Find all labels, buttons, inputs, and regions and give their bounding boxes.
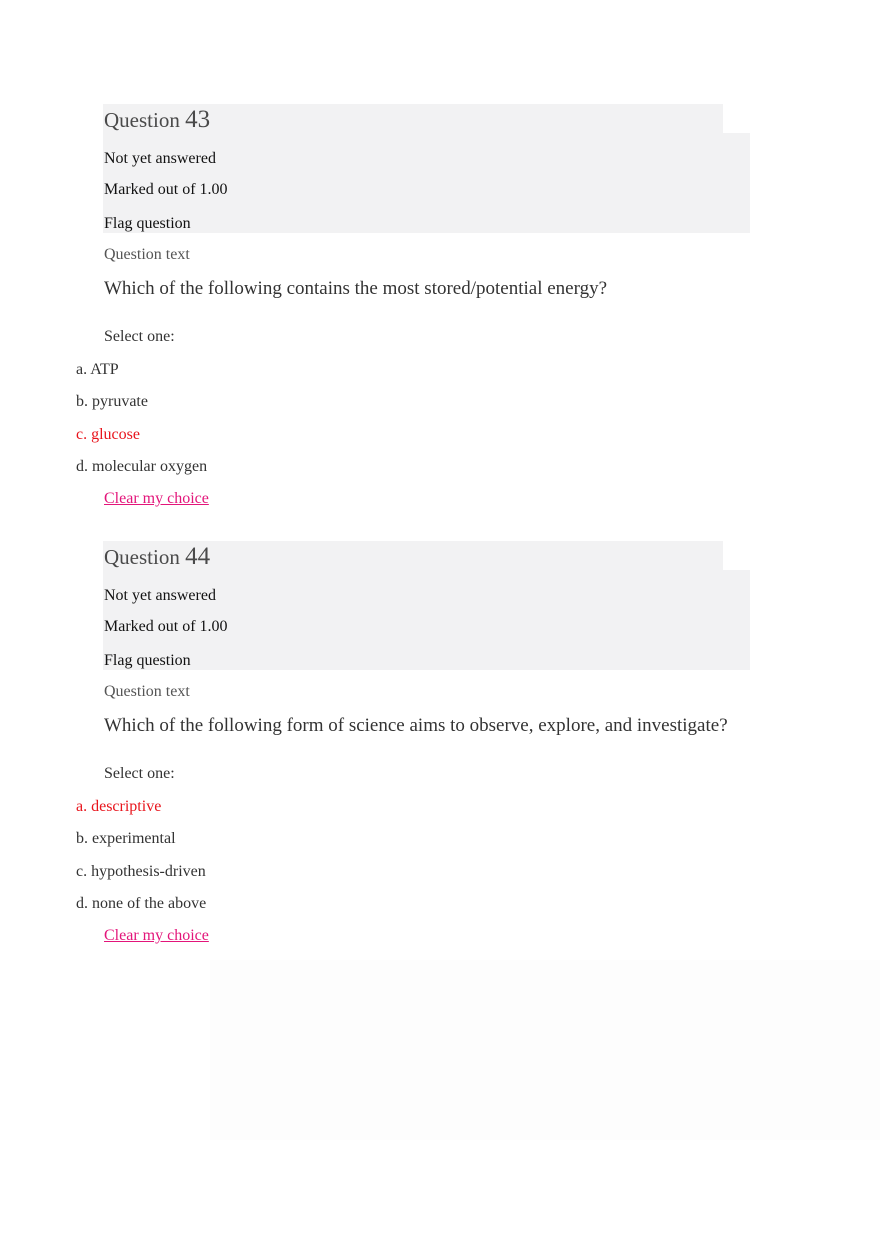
- answer-option[interactable]: d. none of the above: [76, 895, 207, 912]
- question-marks: Marked out of 1.00: [104, 618, 228, 635]
- question-44: [0, 541, 880, 961]
- question-title: [104, 106, 210, 134]
- question-43: [0, 104, 880, 524]
- question-text-label: Question text: [104, 246, 190, 263]
- background-panel: [210, 960, 880, 1140]
- select-one-label: Select one:: [104, 765, 175, 782]
- flag-question-link[interactable]: Flag question: [104, 215, 191, 232]
- answer-option[interactable]: c. hypothesis-driven: [76, 863, 206, 880]
- question-title-word: Question: [104, 108, 180, 132]
- question-number: 43: [185, 106, 211, 133]
- question-title-word: Question: [104, 545, 180, 569]
- question-status: Not yet answered: [104, 150, 216, 167]
- clear-my-choice-link[interactable]: Clear my choice: [104, 927, 209, 944]
- answer-option[interactable]: b. experimental: [76, 830, 176, 847]
- question-text-label: Question text: [104, 683, 190, 700]
- clear-my-choice-link[interactable]: Clear my choice: [104, 490, 209, 507]
- answer-option-selected[interactable]: a. descriptive: [76, 798, 162, 815]
- answer-option[interactable]: d. molecular oxygen: [76, 458, 208, 475]
- answer-option-selected[interactable]: c. glucose: [76, 426, 140, 443]
- question-marks: Marked out of 1.00: [104, 181, 228, 198]
- question-status: Not yet answered: [104, 587, 216, 604]
- question-number: 44: [185, 543, 211, 570]
- select-one-label: Select one:: [104, 328, 175, 345]
- answer-option[interactable]: b. pyruvate: [76, 393, 148, 410]
- answer-option[interactable]: a. ATP: [76, 361, 119, 378]
- question-prompt: Which of the following form of science aims to observe, explore, and investigate?: [104, 715, 728, 736]
- question-prompt: Which of the following contains the most stored/potential energy?: [104, 278, 608, 299]
- question-title: [104, 543, 210, 571]
- flag-question-link[interactable]: Flag question: [104, 652, 191, 669]
